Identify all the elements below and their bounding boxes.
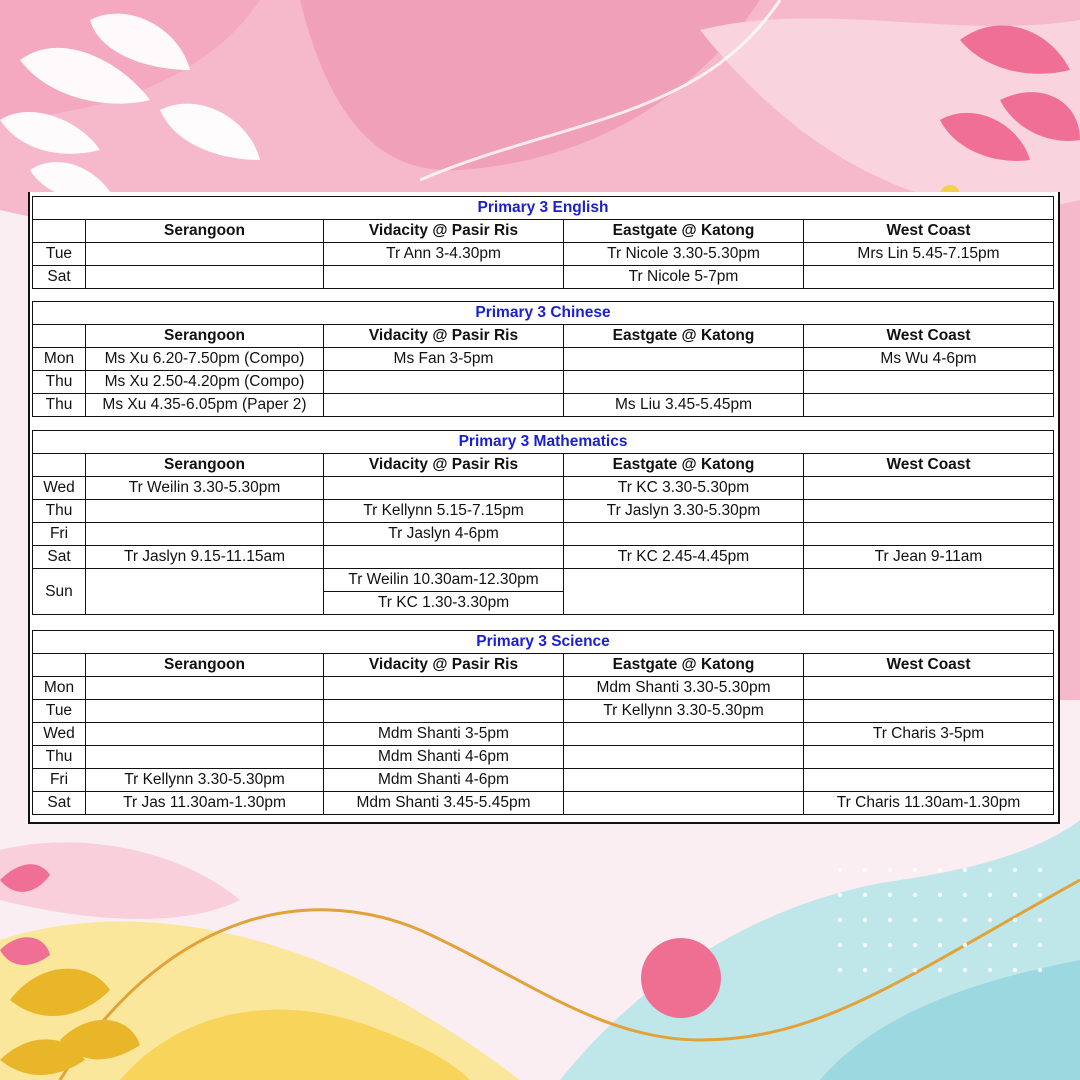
section-title: Primary 3 Chinese (33, 302, 1054, 325)
location-header: Vidacity @ Pasir Ris (324, 654, 564, 677)
pink-wash-shape (1060, 380, 1080, 700)
day-cell: Sat (33, 546, 86, 569)
class-cell: Mdm Shanti 3.30-5.30pm (564, 677, 804, 700)
schedule-row (33, 523, 1054, 546)
mathematics-schedule-table (32, 430, 1054, 615)
class-cell: Tr Charis 3-5pm (804, 723, 1054, 746)
schedule-row (33, 477, 1054, 500)
class-cell (804, 523, 1054, 546)
section-title: Primary 3 Mathematics (33, 431, 1054, 454)
schedule-row (33, 769, 1054, 792)
location-header: Eastgate @ Katong (564, 454, 804, 477)
class-cell (804, 500, 1054, 523)
location-header-row (33, 654, 1054, 677)
day-cell: Wed (33, 477, 86, 500)
class-cell (804, 769, 1054, 792)
class-cell (86, 700, 324, 723)
science-schedule-table (32, 630, 1054, 815)
class-cell: Tr Nicole 5-7pm (564, 266, 804, 289)
section-title-row (33, 197, 1054, 220)
class-cell: Mdm Shanti 4-6pm (324, 769, 564, 792)
class-cell: Tr Jas 11.30am-1.30pm (86, 792, 324, 815)
class-cell (804, 371, 1054, 394)
schedule-row (33, 500, 1054, 523)
day-cell: Thu (33, 394, 86, 417)
day-cell: Sat (33, 266, 86, 289)
class-cell: Tr Ann 3-4.30pm (324, 243, 564, 266)
day-cell: Fri (33, 769, 86, 792)
class-cell (804, 677, 1054, 700)
day-header-cell (33, 325, 86, 348)
day-cell: Thu (33, 746, 86, 769)
location-header: Vidacity @ Pasir Ris (324, 220, 564, 243)
class-cell (804, 746, 1054, 769)
location-header: Serangoon (86, 325, 324, 348)
class-cell: Mdm Shanti 3-5pm (324, 723, 564, 746)
location-header: Serangoon (86, 654, 324, 677)
leaf-sprig-icon (0, 864, 50, 965)
class-cell (564, 523, 804, 546)
location-header: West Coast (804, 654, 1054, 677)
schedule-row (33, 792, 1054, 815)
location-header-row (33, 454, 1054, 477)
day-cell: Mon (33, 677, 86, 700)
class-cell: Tr KC 3.30-5.30pm (564, 477, 804, 500)
class-cell (564, 371, 804, 394)
day-cell: Sun (33, 569, 86, 615)
pink-circle-shape (641, 938, 721, 1018)
class-cell (564, 746, 804, 769)
day-cell: Thu (33, 500, 86, 523)
chinese-schedule-table (32, 301, 1054, 417)
class-cell (86, 723, 324, 746)
schedule-row (33, 266, 1054, 289)
schedule-row (33, 243, 1054, 266)
class-cell: Tr Weilin 10.30am-12.30pm (324, 569, 564, 592)
class-cell (564, 792, 804, 815)
class-cell: Tr Jaslyn 9.15-11.15am (86, 546, 324, 569)
class-cell: Tr KC 1.30-3.30pm (324, 592, 564, 615)
location-header: Eastgate @ Katong (564, 325, 804, 348)
class-cell: Tr Jean 9-11am (804, 546, 1054, 569)
location-header: Serangoon (86, 220, 324, 243)
class-cell: Tr Kellynn 5.15-7.15pm (324, 500, 564, 523)
schedule-row (33, 546, 1054, 569)
class-cell (324, 394, 564, 417)
class-cell (564, 723, 804, 746)
schedule-row (33, 677, 1054, 700)
class-cell (86, 746, 324, 769)
day-cell: Fri (33, 523, 86, 546)
day-header-cell (33, 220, 86, 243)
schedule-row (33, 371, 1054, 394)
class-cell: Tr Kellynn 3.30-5.30pm (564, 700, 804, 723)
class-cell: Tr Jaslyn 3.30-5.30pm (564, 500, 804, 523)
class-cell (324, 371, 564, 394)
class-cell: Tr Weilin 3.30-5.30pm (86, 477, 324, 500)
class-cell (324, 546, 564, 569)
section-title: Primary 3 Science (33, 631, 1054, 654)
location-header: West Coast (804, 325, 1054, 348)
location-header: Vidacity @ Pasir Ris (324, 325, 564, 348)
class-cell: Ms Wu 4-6pm (804, 348, 1054, 371)
class-cell: Tr Jaslyn 4-6pm (324, 523, 564, 546)
class-cell (86, 266, 324, 289)
class-cell (324, 677, 564, 700)
location-header: Eastgate @ Katong (564, 220, 804, 243)
class-cell (86, 677, 324, 700)
class-cell (324, 700, 564, 723)
class-cell: Ms Xu 4.35-6.05pm (Paper 2) (86, 394, 324, 417)
class-cell (564, 348, 804, 371)
location-header-row (33, 325, 1054, 348)
class-cell (86, 569, 324, 615)
location-header: Eastgate @ Katong (564, 654, 804, 677)
schedule-row (33, 746, 1054, 769)
class-cell: Ms Fan 3-5pm (324, 348, 564, 371)
schedule-row (33, 569, 1054, 592)
schedule-row (33, 348, 1054, 371)
class-cell (804, 266, 1054, 289)
day-cell: Tue (33, 700, 86, 723)
location-header: West Coast (804, 454, 1054, 477)
class-cell (804, 700, 1054, 723)
class-cell (804, 477, 1054, 500)
section-title-row (33, 631, 1054, 654)
day-cell: Tue (33, 243, 86, 266)
class-cell: Tr Kellynn 3.30-5.30pm (86, 769, 324, 792)
class-cell (86, 523, 324, 546)
location-header-row (33, 220, 1054, 243)
timetable-sheet (28, 192, 1060, 824)
location-header: Serangoon (86, 454, 324, 477)
location-header: Vidacity @ Pasir Ris (324, 454, 564, 477)
class-cell: Mdm Shanti 3.45-5.45pm (324, 792, 564, 815)
class-cell: Ms Xu 6.20-7.50pm (Compo) (86, 348, 324, 371)
schedule-row (33, 723, 1054, 746)
day-header-cell (33, 454, 86, 477)
class-cell: Tr Charis 11.30am-1.30pm (804, 792, 1054, 815)
day-cell: Thu (33, 371, 86, 394)
class-cell: Ms Xu 2.50-4.20pm (Compo) (86, 371, 324, 394)
english-schedule-table (32, 196, 1054, 289)
class-cell (324, 477, 564, 500)
class-cell: Mdm Shanti 4-6pm (324, 746, 564, 769)
class-cell (86, 243, 324, 266)
class-cell (86, 500, 324, 523)
day-cell: Mon (33, 348, 86, 371)
day-header-cell (33, 654, 86, 677)
class-cell: Ms Liu 3.45-5.45pm (564, 394, 804, 417)
class-cell: Tr Nicole 3.30-5.30pm (564, 243, 804, 266)
schedule-row (33, 700, 1054, 723)
day-cell: Sat (33, 792, 86, 815)
location-header: West Coast (804, 220, 1054, 243)
day-cell: Wed (33, 723, 86, 746)
section-title-row (33, 431, 1054, 454)
schedule-row (33, 394, 1054, 417)
class-cell: Tr KC 2.45-4.45pm (564, 546, 804, 569)
class-cell (804, 569, 1054, 615)
class-cell (324, 266, 564, 289)
class-cell (564, 569, 804, 615)
class-cell: Mrs Lin 5.45-7.15pm (804, 243, 1054, 266)
section-title: Primary 3 English (33, 197, 1054, 220)
class-cell (564, 769, 804, 792)
section-title-row (33, 302, 1054, 325)
class-cell (804, 394, 1054, 417)
